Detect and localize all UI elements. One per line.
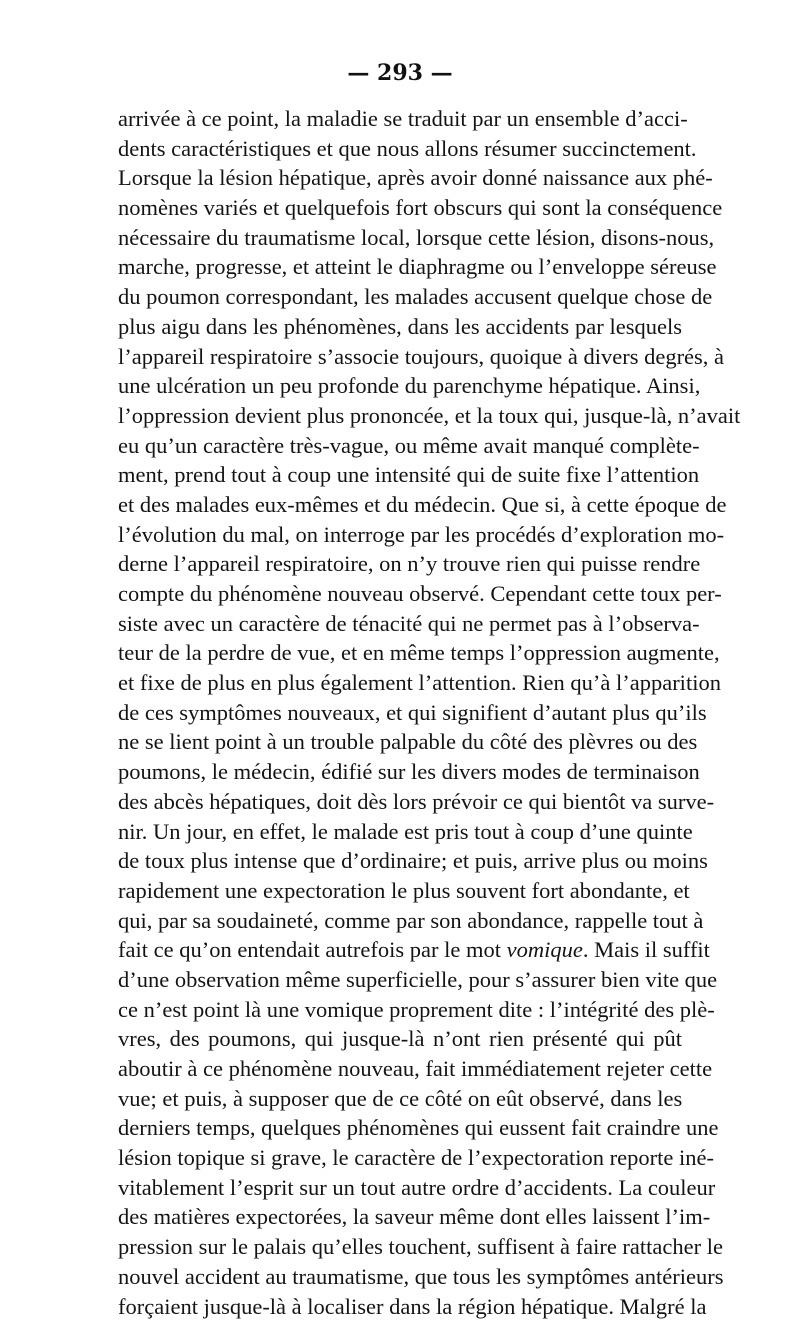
text-line: nécessaire du traumatisme local, lorsque cette lésion, disons-nous,: [118, 223, 682, 253]
text-line: compte du phénomène nouveau observé. Cependant cette toux per-: [118, 579, 682, 609]
text-line: l’appareil respiratoire s’associe toujours, quoique à divers degrés, à: [118, 342, 682, 372]
text-line: une ulcération un peu profonde du parenchyme hépatique. Ainsi,: [118, 371, 682, 401]
text-line-with-italic: [118, 935, 682, 965]
text-line: plus aigu dans les phénomènes, dans les accidents par lesquels: [118, 312, 682, 342]
text-line: derniers temps, quelques phénomènes qui eussent fait craindre une: [118, 1113, 682, 1143]
text-line: nir. Un jour, en effet, le malade est pris tout à coup d’une quinte: [118, 817, 682, 847]
text-segment: fait ce qu’on entendait autrefois par le mot: [118, 937, 507, 962]
text-line: l’oppression devient plus prononcée, et la toux qui, jusque-là, n’avait: [118, 401, 682, 431]
text-line: nomènes variés et quelquefois fort obscurs qui sont la conséquence: [118, 193, 682, 223]
text-line: rapidement une expectoration le plus souvent fort abondante, et: [118, 876, 682, 906]
text-line: derne l’appareil respiratoire, on n’y trouve rien qui puisse rendre: [118, 549, 682, 579]
text-line: vue; et puis, à supposer que de ce côté on eût observé, dans les: [118, 1084, 682, 1114]
text-line: du poumon correspondant, les malades accusent quelque chose de: [118, 282, 682, 312]
text-line: Lorsque la lésion hépatique, après avoir donné naissance aux phé-: [118, 163, 682, 193]
text-line: siste avec un caractère de ténacité qui ne permet pas à l’observa-: [118, 609, 682, 639]
text-line: ment, prend tout à coup une intensité qui de suite fixe l’attention: [118, 460, 682, 490]
text-line: l’évolution du mal, on interroge par les procédés d’exploration mo-: [118, 520, 682, 550]
text-line: poumons, le médecin, édifié sur les divers modes de terminaison: [118, 757, 682, 787]
text-line: lésion topique si grave, le caractère de l’expectoration reporte iné-: [118, 1143, 682, 1173]
text-line: ne se lient point à un trouble palpable du côté des plèvres ou des: [118, 727, 682, 757]
text-line: et des malades eux-mêmes et du médecin. Que si, à cette époque de: [118, 490, 682, 520]
text-segment: . Mais il suffit: [583, 937, 710, 962]
page-number: — 293 —: [0, 60, 800, 86]
text-line: nouvel accident au traumatisme, que tous les symptômes antérieurs: [118, 1262, 682, 1292]
text-line: qui, par sa soudaineté, comme par son abondance, rappelle tout à: [118, 906, 682, 936]
text-line: eu qu’un caractère très-vague, ou même avait manqué complète-: [118, 431, 682, 461]
text-line: ce n’est point là une vomique proprement dite : l’intégrité des plè-: [118, 995, 682, 1025]
text-line: de toux plus intense que d’ordinaire; et puis, arrive plus ou moins: [118, 846, 682, 876]
text-line: teur de la perdre de vue, et en même temps l’oppression augmente,: [118, 638, 682, 668]
italic-term: vomique: [507, 937, 583, 962]
text-line: aboutir à ce phénomène nouveau, fait immédiatement rejeter cette: [118, 1054, 682, 1084]
body-text: [118, 104, 682, 1321]
text-line: marche, progresse, et atteint le diaphragme ou l’enveloppe séreuse: [118, 252, 682, 282]
text-line: vres, des poumons, qui jusque-là n’ont rien présenté qui pût: [118, 1024, 682, 1054]
text-line: des matières expectorées, la saveur même dont elles laissent l’im-: [118, 1202, 682, 1232]
text-line: pression sur le palais qu’elles touchent, suffisent à faire rattacher le: [118, 1232, 682, 1262]
text-line: dents caractéristiques et que nous allons résumer succinctement.: [118, 134, 682, 164]
text-line: d’une observation même superficielle, pour s’assurer bien vite que: [118, 965, 682, 995]
text-line: de ces symptômes nouveaux, et qui signifient d’autant plus qu’ils: [118, 698, 682, 728]
text-line: des abcès hépatiques, doit dès lors prévoir ce qui bientôt va surve-: [118, 787, 682, 817]
text-line: arrivée à ce point, la maladie se traduit par un ensemble d’acci-: [118, 104, 682, 134]
text-line: vitablement l’esprit sur un tout autre ordre d’accidents. La couleur: [118, 1173, 682, 1203]
text-line: et fixe de plus en plus également l’attention. Rien qu’à l’apparition: [118, 668, 682, 698]
text-line: forçaient jusque-là à localiser dans la région hépatique. Malgré la: [118, 1292, 682, 1321]
